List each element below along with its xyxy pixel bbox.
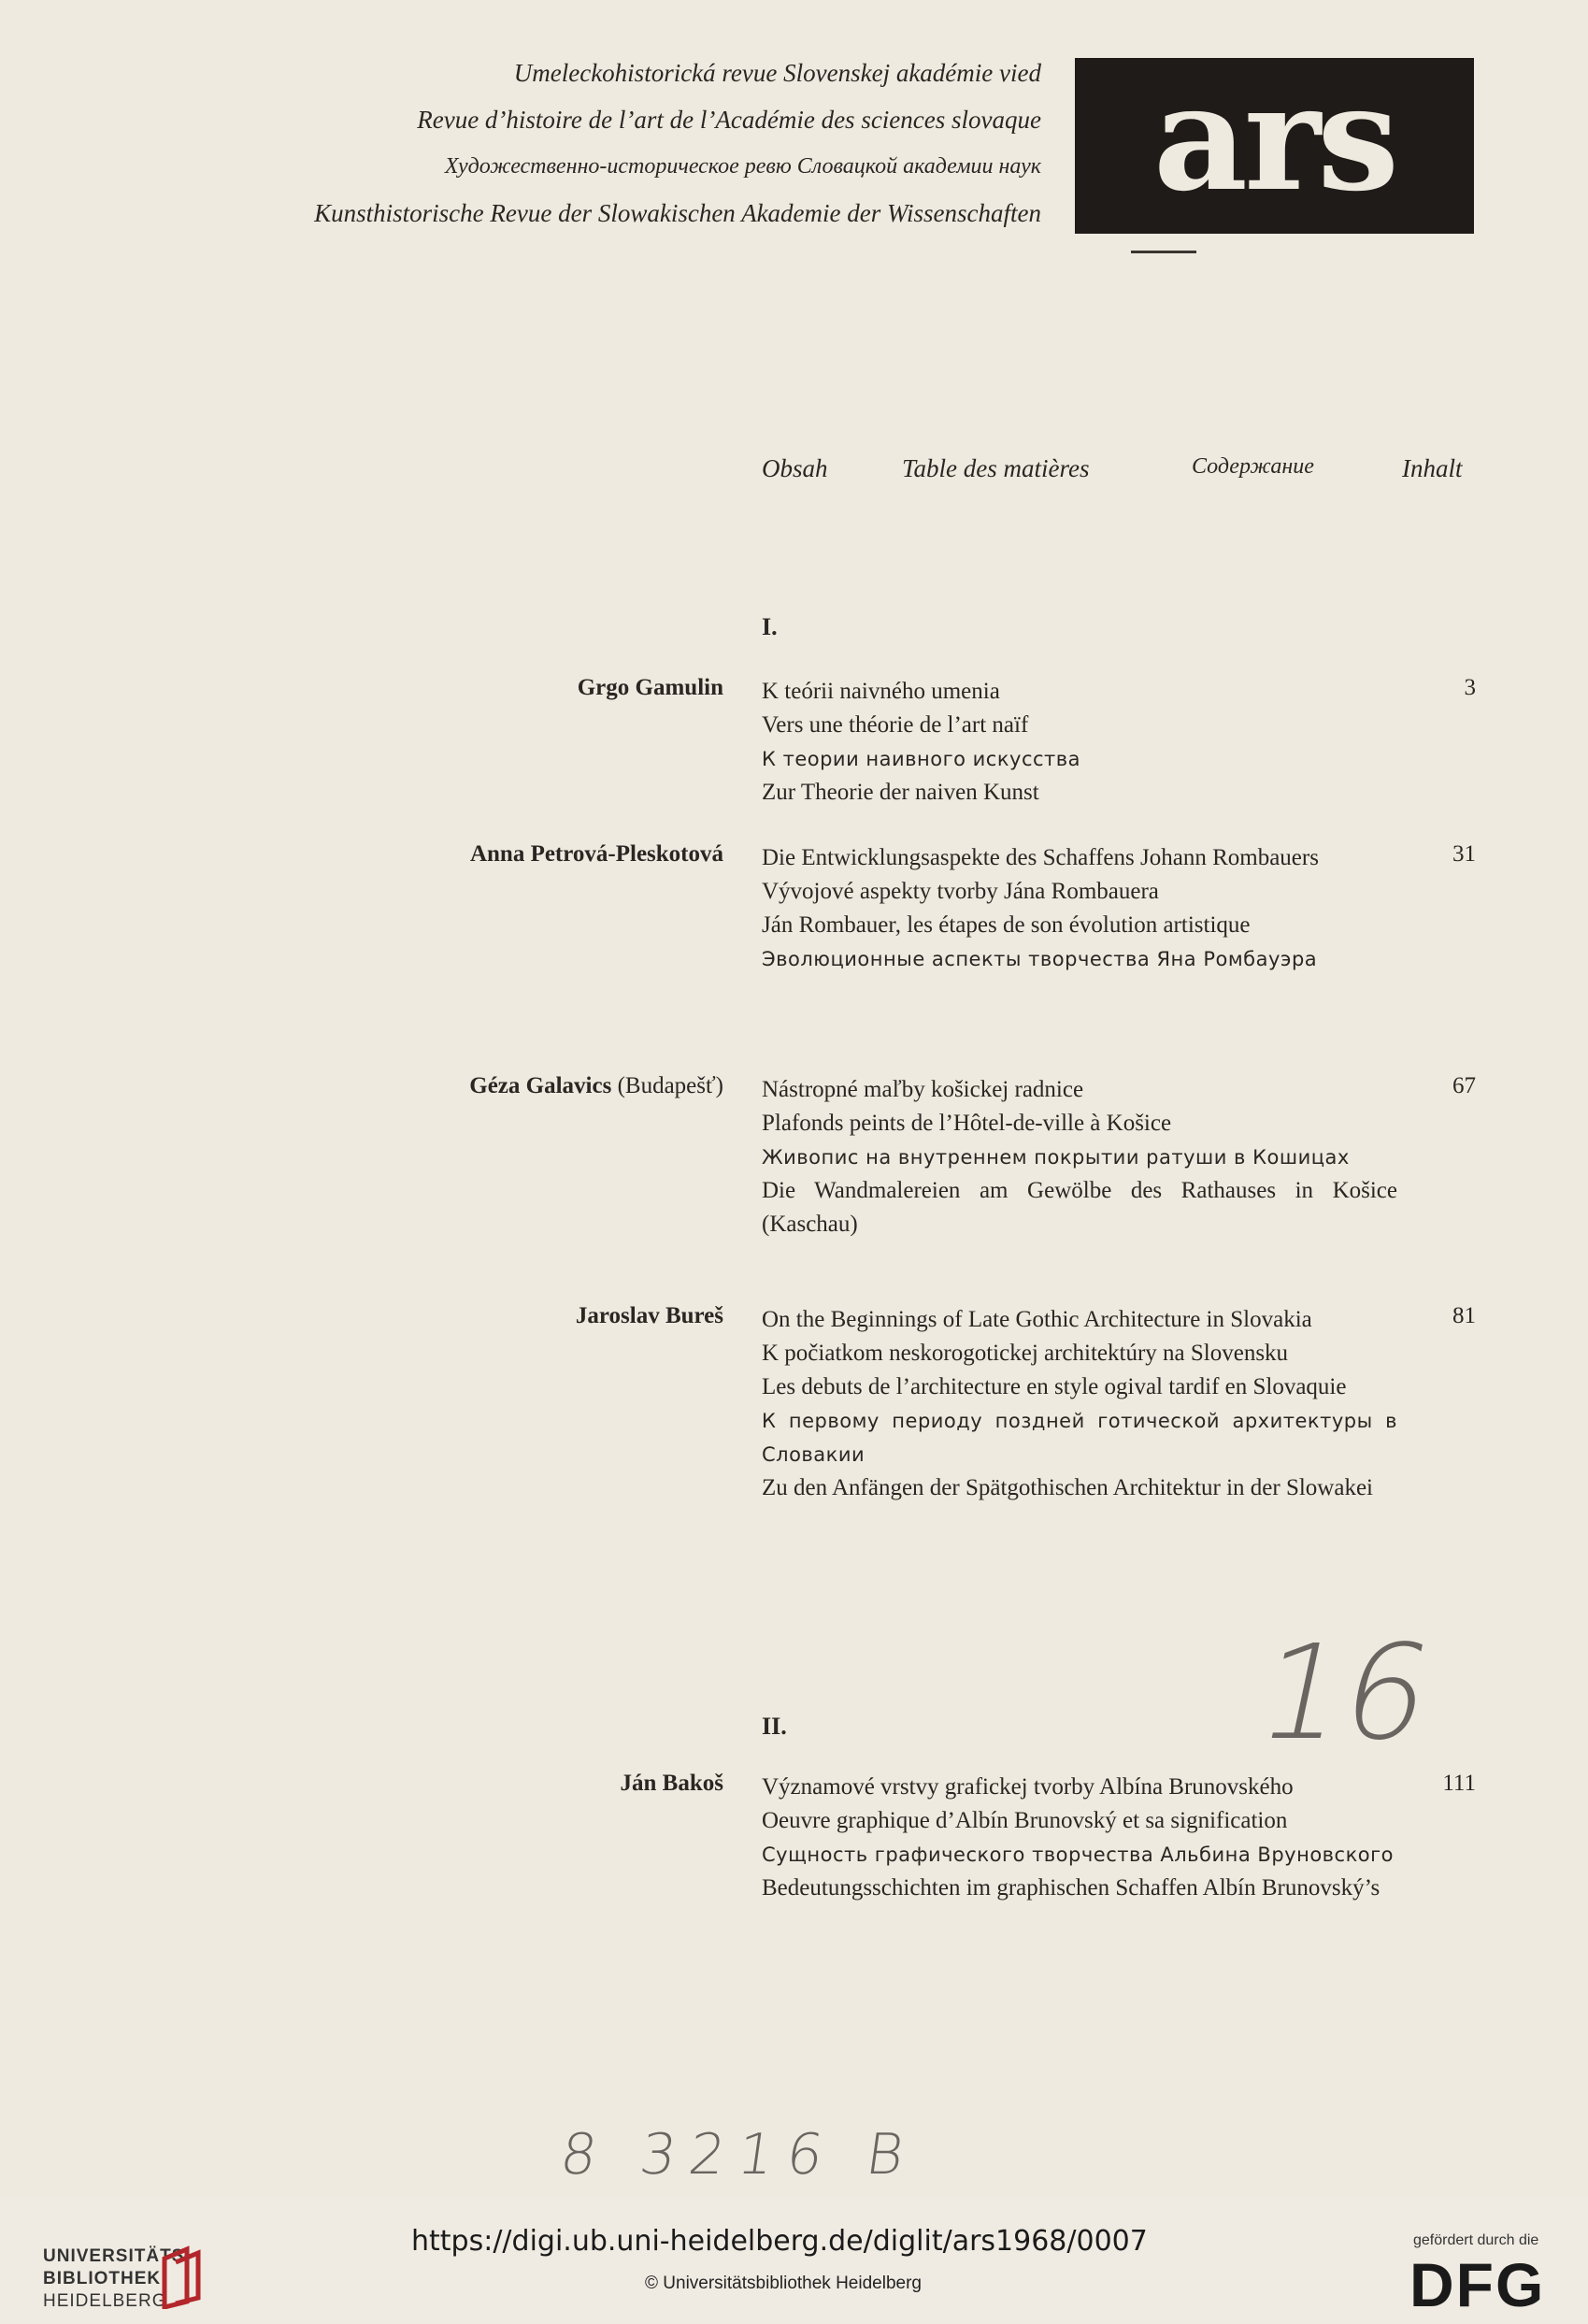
toc-heading-de: Inhalt [1402,454,1463,482]
entry-title: Oeuvre graphique d’Albín Brunovský et sa signification [762,1808,1288,1833]
page-url-link[interactable]: https://digi.ub.uni-heidelberg.de/diglit/ars1968/0007 [411,2225,1148,2258]
journal-subtitle-de: Kunsthistorische Revue der Slowakischen Akademie der Wissenschaften [314,199,1041,227]
entry-title: Сущность графического творчества Альбина Врунoвского [762,1843,1395,1866]
entry-title: Живопис на внутреннем покрытии ратуши в Кошицах [762,1146,1350,1169]
entry-title: Ján Rombauer, les étapes de son évolution artistique [762,912,1251,938]
journal-subtitle-fr: Revue d’histoire de l’art de l’Académie des sciences slovaque [417,106,1041,134]
entry-titles [762,841,1397,976]
entry-title: Vývojové aspekty tvorby Jána Rombauera [762,879,1159,904]
entry-title: K teórii naivného umenia [762,679,1000,704]
entry-author: Ján Bakoš [620,1771,723,1796]
library-logo-icon [159,2245,204,2309]
entry-title: Les debuts de l’architecture en style ogival tardif en Slovaquie [762,1374,1347,1399]
ars-logo [1075,52,1474,234]
library-line: UNIVERSITÄTS- [43,2246,192,2266]
viewer-footer [0,2197,1588,2324]
journal-subtitle-sk: Umeleckohistorická revue Slovenskej akadémie vied [513,59,1041,87]
entry-title: Die Wandmalereien am Gewölbe des Rathauses in Košice (Kaschau) [762,1178,1397,1237]
entry-affiliation: (Budapešť) [617,1073,723,1098]
entry-author: Grgo Gamulin [577,675,723,700]
entry-title: K počiatkom neskorogotickej architektúry na Slovensku [762,1341,1289,1366]
entry-page-number: 111 [1442,1771,1476,1796]
copyright-notice: © Universitätsbibliothek Heidelberg [645,2274,922,2293]
entry-page-number: 31 [1452,841,1476,867]
entry-title: Zu den Anfängen der Spätgothischen Architektur in der Slowakei [762,1475,1374,1500]
entry-title: Эволюционные аспекты творчества Яна Ромбауэра [762,948,1318,970]
entry-titles [762,675,1397,810]
toc-heading-ru: Содержание [1192,454,1314,479]
funding-label: gefördert durch die [1413,2232,1539,2248]
library-line: HEIDELBERG [43,2291,167,2311]
handwritten-number: 16 [1245,1617,1445,1770]
dfg-logo: DFG [1409,2250,1546,2319]
entry-title: Významové vrstvy grafickej tvorby Albína Brunovského [762,1774,1294,1800]
entry-page-number: 81 [1452,1303,1476,1328]
library-line: BIBLIOTHEK [43,2269,162,2288]
entry-title: Bedeutungsschichten im graphischen Schaffen Albín Brunovský’s [762,1875,1381,1901]
toc-heading-sk: Obsah [762,454,828,482]
section-heading-1: I. [762,613,778,640]
entry-title: К теории наивного искусства [762,748,1081,770]
entry-title: On the Beginnings of Late Gothic Architecture in Slovakia [762,1307,1312,1332]
entry-title: Zur Theorie der naiven Kunst [762,780,1039,805]
ars-logo-text: ars [1152,52,1396,223]
entry-titles [762,1303,1397,1505]
entry-author: Anna Petrová-Pleskotová [469,841,723,867]
section-heading-2: II. [762,1713,787,1740]
entry-title: Die Entwicklungsaspekte des Schaffens Johann Rombauers [762,845,1319,870]
toc-heading-fr: Table des matières [902,454,1090,482]
entry-page-number: 67 [1452,1073,1476,1098]
entry-author: Géza Galavics (Budapešť) [469,1073,723,1098]
entry-title: Nástropné maľby košickej radnice [762,1077,1084,1102]
entry-title: Vers une théorie de l’art naïf [762,712,1029,738]
journal-subtitle-ru: Художественно-историческое ревю Словацкой академии наук [444,154,1041,179]
entry-author: Jaroslav Bureš [575,1303,723,1328]
entry-titles [762,1771,1397,1905]
entry-title: Plafonds peints de l’Hôtel-de-ville à Košice [762,1111,1172,1136]
entry-titles [762,1073,1397,1241]
handwritten-shelfmark: 8 3216 B [556,2122,922,2188]
entry-title: К первому периоду поздней готической архитектуры в Словакии [762,1410,1397,1466]
divider [1131,251,1196,253]
entry-page-number: 3 [1464,675,1476,700]
